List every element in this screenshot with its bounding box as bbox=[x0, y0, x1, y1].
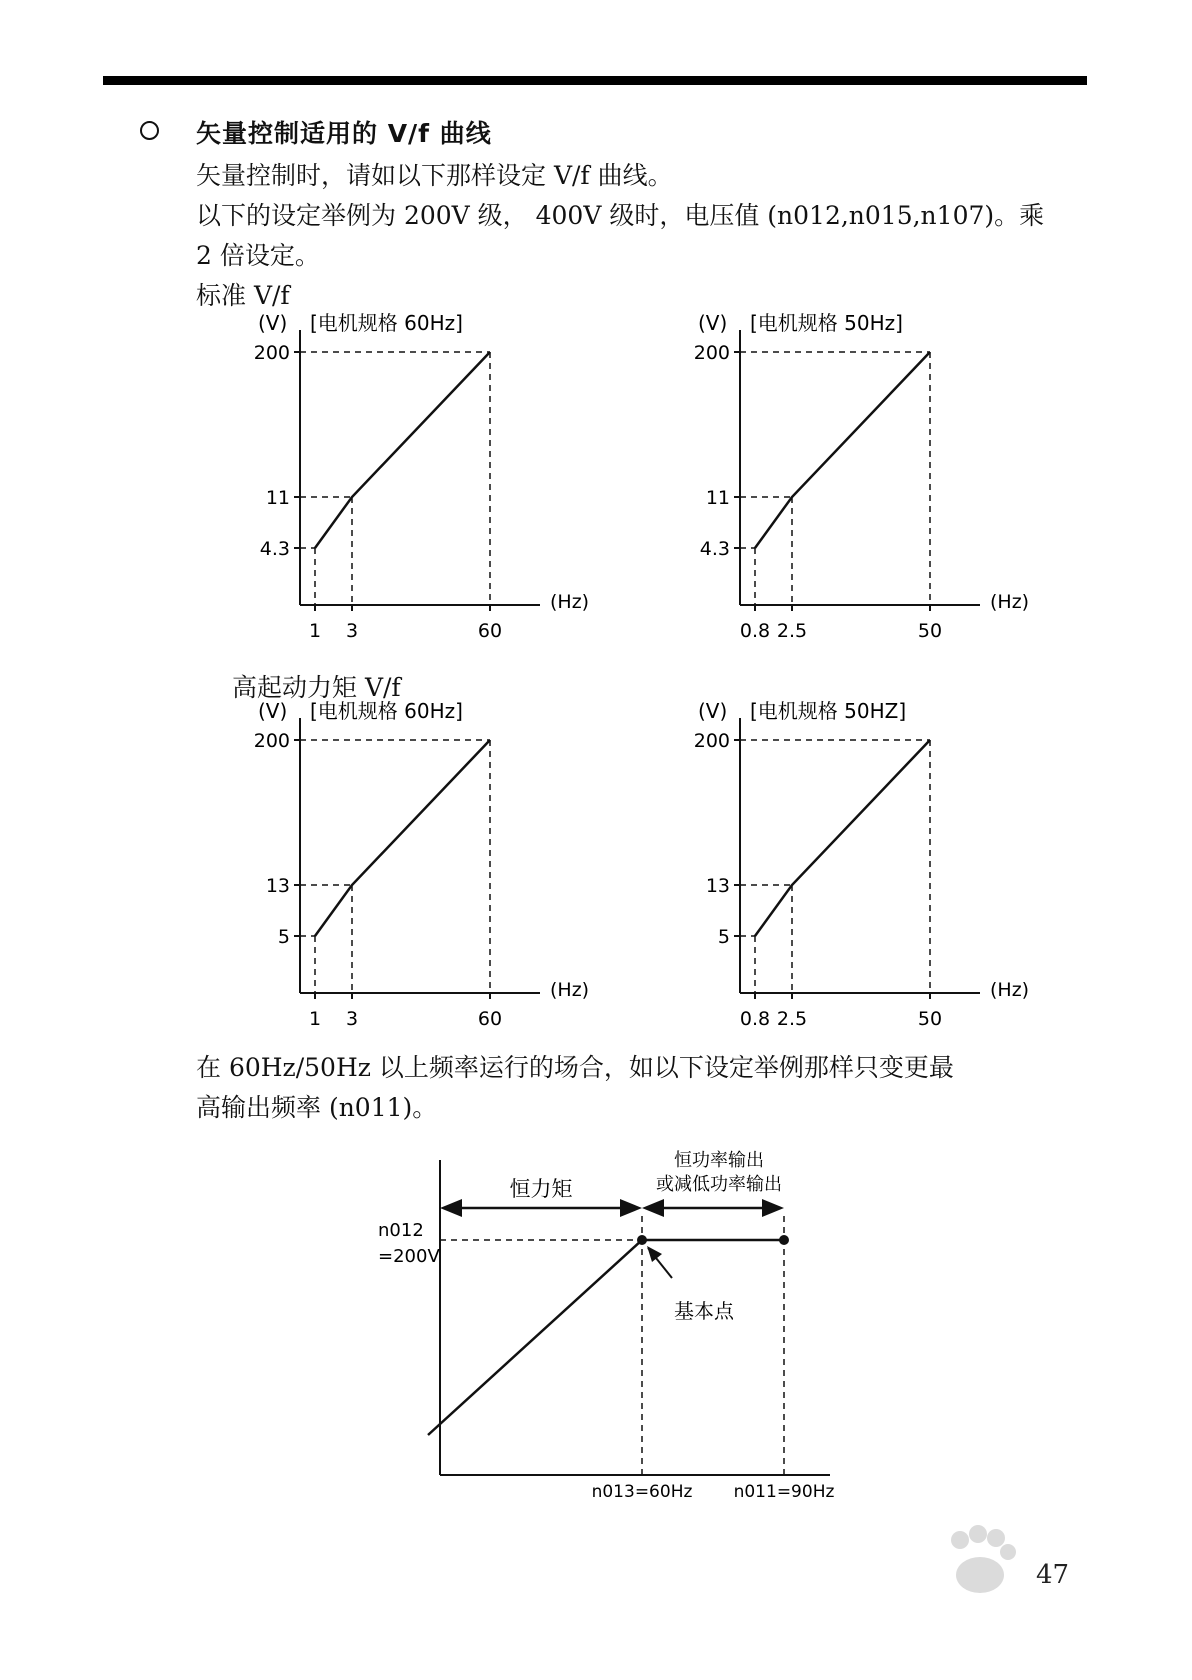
section-heading: 矢量控制适用的 V/f 曲线 bbox=[196, 119, 492, 148]
vf-curve bbox=[755, 740, 930, 936]
y-tick-label: 11 bbox=[265, 487, 290, 509]
x-unit-label: (Hz) bbox=[550, 591, 590, 613]
arrow-head-right-icon bbox=[762, 1199, 784, 1217]
y-tick-label: 4.3 bbox=[259, 538, 290, 560]
x-unit-label: (Hz) bbox=[990, 591, 1030, 613]
x-tick-label: 2.5 bbox=[776, 620, 808, 642]
y-unit-label: (V) bbox=[698, 311, 728, 335]
x-tick-label: 60 bbox=[477, 1008, 503, 1030]
chart-standard-50hz bbox=[690, 310, 1070, 660]
paragraph-line-2: 以下的设定举例为 200V 级， 400V 级时，电压值 (n012,n015,n107)。乘 bbox=[196, 201, 1045, 230]
y-tick-label: 13 bbox=[265, 875, 290, 897]
arrow-head-left-icon bbox=[440, 1199, 462, 1217]
base-point-label: 基本点 bbox=[674, 1299, 734, 1323]
y-tick-label: 200 bbox=[253, 342, 290, 364]
x-tick-label: 2.5 bbox=[776, 1008, 808, 1030]
x-tick-label: 1 bbox=[308, 620, 322, 642]
x-tick-label: 3 bbox=[345, 1008, 359, 1030]
y-unit-label: (V) bbox=[698, 699, 728, 723]
page-number: 47 bbox=[1036, 1560, 1070, 1590]
x-tick-label: 1 bbox=[308, 1008, 322, 1030]
vf-curve bbox=[315, 740, 490, 936]
y-tick-label: 200 bbox=[693, 730, 730, 752]
y-label-line-1: n012 bbox=[378, 1220, 424, 1241]
y-tick-label: 11 bbox=[705, 487, 730, 509]
x-tick-label: 3 bbox=[345, 620, 359, 642]
y-unit-label: (V) bbox=[258, 699, 288, 723]
top-rule bbox=[103, 76, 1087, 85]
base-point-marker bbox=[637, 1235, 647, 1245]
arrow-head-right-icon bbox=[620, 1199, 642, 1217]
chart-standard-60hz bbox=[250, 310, 630, 660]
paw-icon bbox=[951, 1525, 1016, 1593]
chart-title: [电机规格 60Hz] bbox=[310, 311, 463, 335]
x-tick-label: n013=60Hz bbox=[591, 1482, 693, 1500]
chart-title: [电机规格 60Hz] bbox=[310, 699, 463, 723]
arrow-head-left-icon bbox=[642, 1199, 664, 1217]
paragraph-line-1: 矢量控制时，请如以下那样设定 V/f 曲线。 bbox=[196, 161, 673, 190]
arrow-head-icon bbox=[647, 1246, 662, 1262]
region-constant-power-label-1: 恒功率输出 bbox=[674, 1150, 764, 1171]
x-tick-label: 0.8 bbox=[739, 620, 771, 642]
paragraph-line-4: 在 60Hz/50Hz 以上频率运行的场合，如以下设定举例那样只变更最 bbox=[196, 1053, 954, 1082]
x-tick-label: n011=90Hz bbox=[733, 1482, 835, 1500]
region-constant-torque-label: 恒力矩 bbox=[509, 1177, 573, 1201]
y-tick-label: 200 bbox=[253, 730, 290, 752]
y-tick-label: 5 bbox=[717, 926, 730, 948]
standard-vf-label: 标准 V/f bbox=[196, 281, 290, 310]
chart-high-torque-60hz bbox=[250, 698, 630, 1048]
circle-bullet-icon bbox=[140, 121, 159, 140]
y-tick-label: 13 bbox=[705, 875, 730, 897]
chart-high-torque-50hz bbox=[690, 698, 1070, 1048]
x-unit-label: (Hz) bbox=[990, 979, 1030, 1001]
x-tick-label: 0.8 bbox=[739, 1008, 771, 1030]
y-tick-label: 4.3 bbox=[699, 538, 730, 560]
max-frequency-marker bbox=[779, 1235, 789, 1245]
y-label-line-2: =200V bbox=[378, 1246, 440, 1267]
paragraph-line-5: 高输出频率 (n011)。 bbox=[196, 1093, 438, 1122]
y-tick-label: 200 bbox=[693, 342, 730, 364]
y-tick-label: 5 bbox=[277, 926, 290, 948]
vf-curve bbox=[428, 1240, 784, 1435]
x-tick-label: 50 bbox=[917, 1008, 943, 1030]
x-unit-label: (Hz) bbox=[550, 979, 590, 1001]
vf-curve bbox=[755, 352, 930, 548]
x-tick-label: 60 bbox=[477, 620, 503, 642]
chart-max-frequency bbox=[360, 1140, 880, 1500]
x-tick-label: 50 bbox=[917, 620, 943, 642]
paragraph-line-3: 2 倍设定。 bbox=[196, 241, 320, 270]
baidu-watermark bbox=[830, 1520, 1130, 1670]
vf-curve bbox=[315, 352, 490, 548]
y-unit-label: (V) bbox=[258, 311, 288, 335]
region-constant-power-label-2: 或减低功率输出 bbox=[656, 1174, 782, 1195]
high-torque-vf-label: 高起动力矩 V/f bbox=[232, 673, 401, 702]
chart-title: [电机规格 50Hz] bbox=[750, 311, 903, 335]
chart-title: [电机规格 50HZ] bbox=[750, 699, 907, 723]
